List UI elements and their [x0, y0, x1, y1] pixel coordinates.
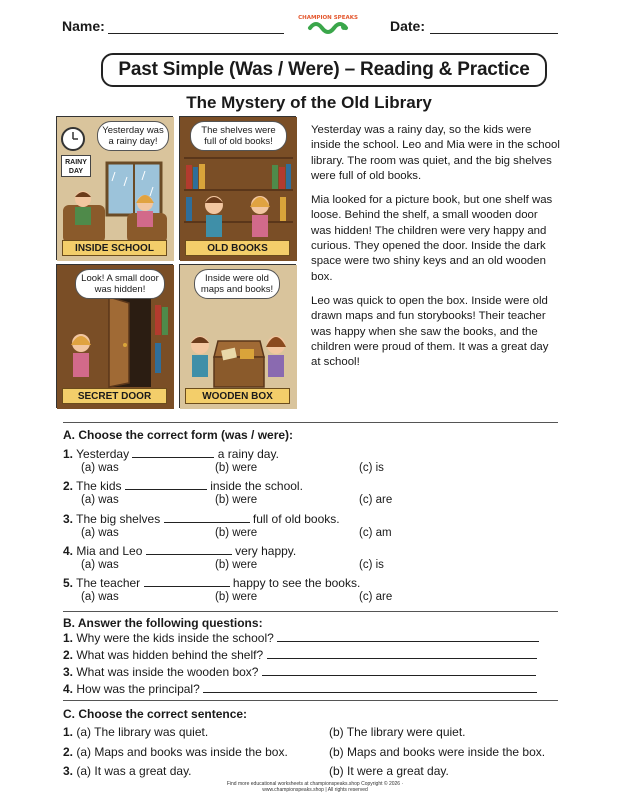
- worksheet-title-box: [101, 53, 547, 87]
- option-a[interactable]: (a) was: [81, 527, 119, 539]
- comic-panel-inside-school: [56, 116, 173, 260]
- section-b: [63, 616, 558, 696]
- sentence-option-b[interactable]: (b) The library were quiet.: [329, 725, 466, 739]
- question-text: How was the principal?: [76, 682, 200, 696]
- worksheet-header: [62, 15, 558, 42]
- answer-line[interactable]: [277, 632, 539, 642]
- question-text-after: a rainy day.: [217, 447, 279, 461]
- option-b[interactable]: (b) were: [215, 591, 258, 603]
- answer-blank[interactable]: [132, 448, 214, 458]
- question-number: 2.: [63, 745, 74, 759]
- section-b-heading: B. Answer the following questions:: [63, 616, 263, 630]
- option-a[interactable]: (a) was: [81, 559, 119, 571]
- sentence-choice-c1: [63, 725, 208, 739]
- logo-text: CHAMPION SPEAKS: [298, 15, 358, 21]
- section-divider: [63, 611, 558, 612]
- question-text-before: Mia and Leo: [76, 544, 143, 558]
- comic-panel-wooden-box: [179, 264, 296, 408]
- section-a: [63, 428, 558, 608]
- question-number: 3.: [63, 764, 74, 778]
- option-b[interactable]: (b) were: [215, 462, 258, 474]
- date-field-line[interactable]: [430, 33, 558, 34]
- sentence-choice-c3: [63, 764, 192, 778]
- question-number: 2.: [63, 648, 74, 662]
- sentence-option-a[interactable]: (a) Maps and books was inside the box.: [76, 745, 288, 759]
- story-paragraph: Leo was quick to open the box. Inside were old drawn maps and fun storybooks! Their teacher was happy when she saw the books, and the children were proud of them. It was a great day at school!: [311, 294, 549, 369]
- option-c[interactable]: (c) is: [359, 559, 384, 571]
- speech-bubble: Look! A small door was hidden!: [75, 269, 165, 299]
- question-number: 5.: [63, 576, 74, 590]
- answer-line[interactable]: [267, 649, 537, 659]
- question-number: 3.: [63, 512, 74, 526]
- question-number: 1.: [63, 631, 74, 645]
- panel-caption: OLD BOOKS: [185, 240, 290, 256]
- question-number: 1.: [63, 447, 74, 461]
- question-b1: [63, 631, 558, 645]
- question-text-before: Yesterday: [76, 447, 130, 461]
- answer-blank[interactable]: [164, 513, 250, 523]
- option-a[interactable]: (a) was: [81, 591, 119, 603]
- question-text: Why were the kids inside the school?: [76, 631, 274, 645]
- option-b[interactable]: (b) were: [215, 527, 258, 539]
- answer-blank[interactable]: [144, 577, 230, 587]
- panel-caption: SECRET DOOR: [62, 388, 167, 404]
- sentence-option-b[interactable]: (b) Maps and books were inside the box.: [329, 745, 546, 759]
- section-c-heading: C. Choose the correct sentence:: [63, 707, 248, 721]
- answer-line[interactable]: [262, 666, 536, 676]
- option-b[interactable]: (b) were: [215, 559, 258, 571]
- story-paragraph: Mia looked for a picture book, but one shelf was loose. Behind the shelf, a small wooden door was hidden! The children were very happy and curious. They opened the door. Inside the dark space were two shiny keys and an old wooden box.: [311, 194, 553, 283]
- section-divider: [63, 422, 558, 423]
- reading-passage: [311, 123, 561, 379]
- copyright-footer: Find more educational worksheets at championspeaks.shop Copyright © 2026 · www.championspeaks.shop | All rights reserved: [226, 781, 404, 793]
- section-divider: [63, 700, 558, 701]
- name-label: Name:: [62, 18, 105, 34]
- option-c[interactable]: (c) are: [359, 591, 393, 603]
- panel-caption: INSIDE SCHOOL: [62, 240, 167, 256]
- question-text-after: happy to see the books.: [232, 576, 361, 590]
- question-text: What was inside the wooden box?: [76, 665, 259, 679]
- question-text-before: The teacher: [76, 576, 141, 590]
- answer-blank[interactable]: [125, 480, 207, 490]
- question-text-after: full of old books.: [252, 512, 340, 526]
- speech-bubble: Inside were old maps and books!: [194, 269, 280, 299]
- option-a[interactable]: (a) was: [81, 462, 119, 474]
- speech-bubble: The shelves were full of old books!: [190, 121, 287, 151]
- question-text: What was hidden behind the shelf?: [76, 648, 264, 662]
- section-a-heading: A. Choose the correct form (was / were):: [63, 428, 294, 442]
- question-number: 2.: [63, 479, 74, 493]
- comic-strip: [56, 116, 296, 408]
- question-a5: [63, 576, 360, 590]
- question-a4: [63, 544, 296, 558]
- sentence-option-a[interactable]: (a) The library was quiet.: [76, 725, 209, 739]
- option-c[interactable]: (c) are: [359, 494, 393, 506]
- answer-line[interactable]: [203, 683, 537, 693]
- option-b[interactable]: (b) were: [215, 494, 258, 506]
- sentence-option-b[interactable]: (b) It were a great day.: [329, 764, 449, 778]
- rainy-day-badge: RAINY DAY: [61, 155, 91, 177]
- option-a[interactable]: (a) was: [81, 494, 119, 506]
- question-b4: [63, 682, 558, 696]
- sentence-option-a[interactable]: (a) It was a great day.: [76, 764, 192, 778]
- question-text-after: very happy.: [235, 544, 297, 558]
- story-paragraph: Yesterday was a rainy day, so the kids were inside the school. Leo and Mia were in the school library. The room was quiet, and the big shelves were full of old books.: [311, 124, 560, 182]
- question-number: 1.: [63, 725, 74, 739]
- question-text-before: The kids: [76, 479, 122, 493]
- name-field-line[interactable]: [108, 33, 284, 34]
- speech-bubble: Yesterday was a rainy day!: [97, 121, 169, 151]
- worksheet-title: Past Simple (Was / Were) – Reading & Practice: [118, 59, 530, 80]
- sentence-choice-c2: [63, 745, 288, 759]
- comic-panel-old-books: [179, 116, 296, 260]
- question-b3: [63, 665, 558, 679]
- question-a1: [63, 447, 279, 461]
- question-b2: [63, 648, 558, 662]
- section-c: [63, 707, 558, 777]
- comic-panel-secret-door: [56, 264, 173, 408]
- champion-speaks-logo: [298, 12, 358, 38]
- option-c[interactable]: (c) am: [359, 527, 392, 539]
- question-text-after: inside the school.: [210, 479, 303, 493]
- question-number: 4.: [63, 544, 74, 558]
- question-text-before: The big shelves: [76, 512, 161, 526]
- question-a3: [63, 512, 340, 526]
- story-title: The Mystery of the Old Library: [186, 93, 432, 112]
- question-number: 4.: [63, 682, 74, 696]
- question-a2: [63, 479, 303, 493]
- answer-blank[interactable]: [146, 545, 232, 555]
- option-c[interactable]: (c) is: [359, 462, 384, 474]
- panel-caption: WOODEN BOX: [185, 388, 290, 404]
- date-label: Date:: [390, 18, 426, 34]
- question-number: 3.: [63, 665, 74, 679]
